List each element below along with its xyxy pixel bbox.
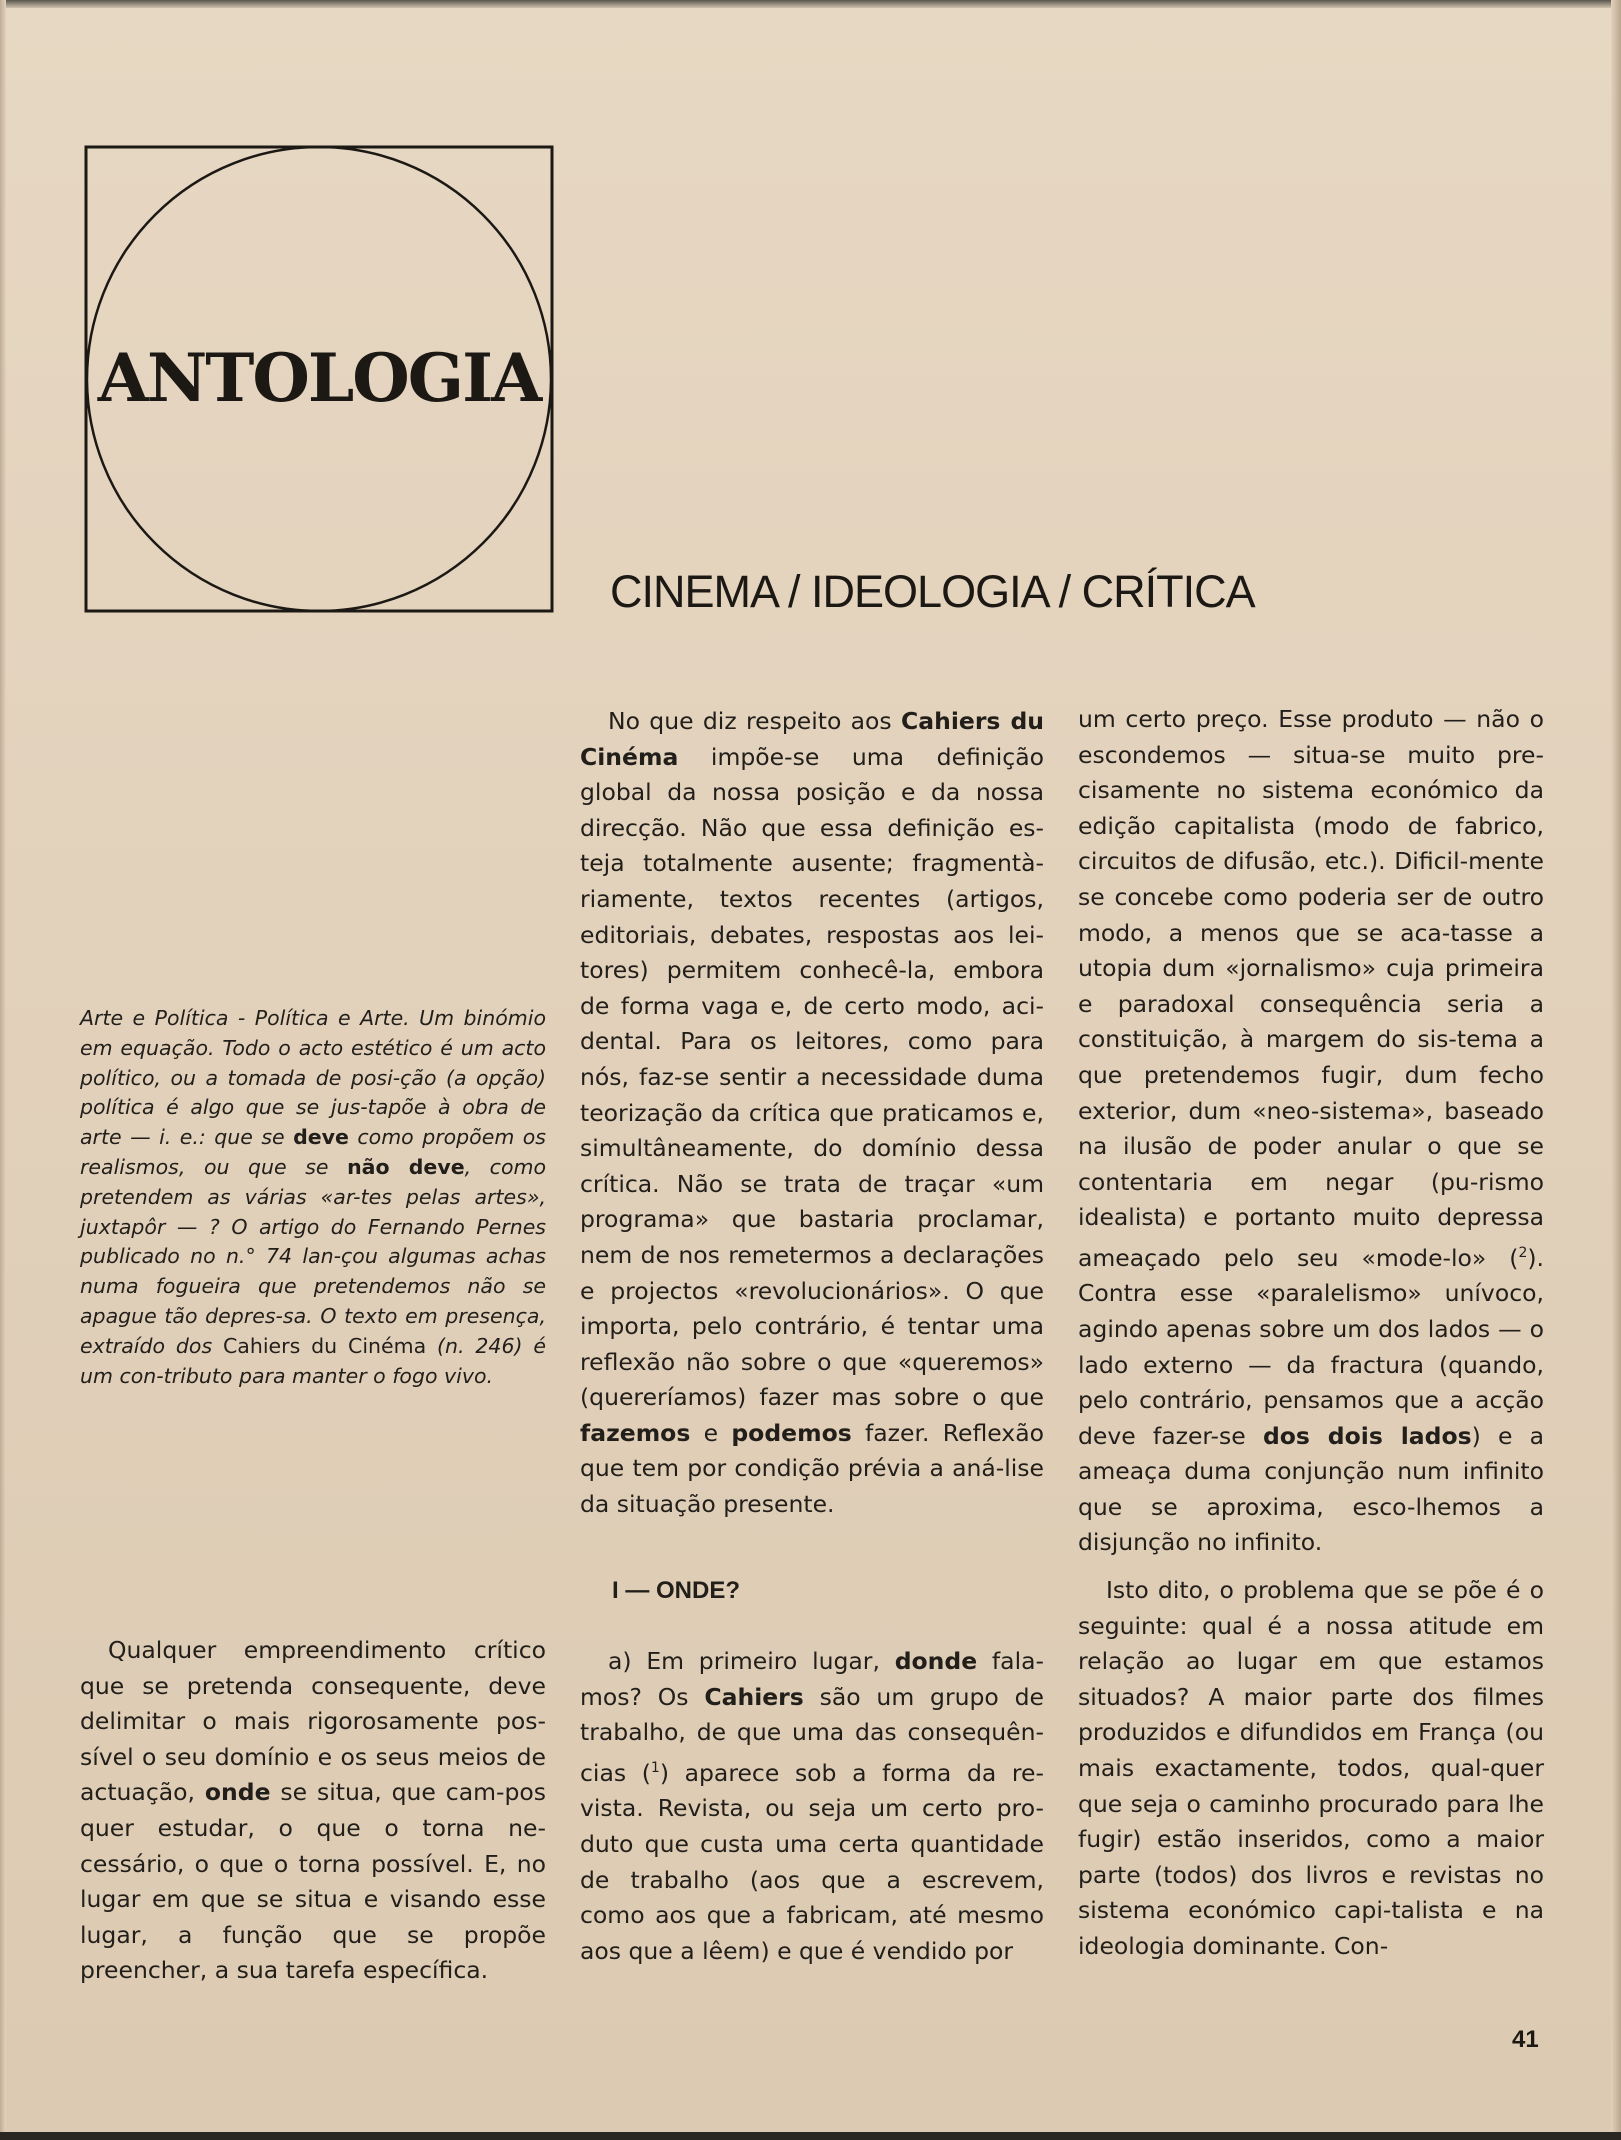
footnote-ref: 2	[1518, 1244, 1528, 1261]
logo-word: ANTOLOGIA	[97, 339, 541, 417]
paragraph: um certo preço. Esse produto — não o escondemos — situa-se muito pre-cisamente no sistema económico da edição capitalista (modo de fabrico, circuitos de difusão, etc.). Dificil-mente se concebe como poderia ser de outro modo, a menos que se aca-tasse a utopia dum «jornalismo» cuja primeira e paradoxal consequência seria a constituição, à margem do sis-tema a que pretendemos fugir, dum fecho exterior, dum «neo-sistema», baseado na ilusão de poder anular o que se contentaria em negar (pu-rismo idealista) e portanto muito depressa ameaçado pelo seu «mode-lo» ($^2$). Contra esse «paralelismo» unívoco, agindo apenas sobre um dos lados — o lado externo — da fractura (quando, pelo contrário, pensamos que a acção deve fazer-se dos dois lados) e a ameaça duma conjunção num infinito que se aproxima, esco-lhemos a disjunção no infinito.	[1078, 705, 1544, 1557]
page-top-edge	[0, 0, 1621, 8]
page-bottom-edge	[0, 2132, 1621, 2140]
page-number: 41	[1512, 2026, 1539, 2053]
antologia-logo	[84, 145, 554, 613]
text-column-1	[80, 1633, 546, 1989]
section-heading: I — ONDE?	[612, 1576, 741, 1604]
footnote-ref: 1	[650, 1760, 660, 1777]
paragraph: a) Em primeiro lugar, donde fala-mos? Os Cahiers são um grupo de trabalho, de que uma das consequên-cias ($^1$) aparece sob a forma da re-vista. Revista, ou seja um certo pro-duto que custa uma certa quantidade de trabalho (aos que a escrevem, como aos que a fabricam, até mesmo aos que a lêem) e que é vendido por	[580, 1647, 1044, 1965]
article-title: CINEMA / IDEOLOGIA / CRÍTICA	[610, 566, 1255, 617]
text-column-3	[1078, 702, 1544, 1965]
paragraph: No que diz respeito aos Cahiers du Cinéma impõe-se uma definição global da nossa posição e da nossa direcção. Não que essa definição es-teja totalmente ausente; fragmentà-riamente, textos recentes (artigos, editoriais, debates, respostas aos lei-tores) permitem conhecê-la, embora de forma vaga e, de certo modo, aci-dental. Para os leitores, como para nós, faz-se sentir a necessidade duma teorização da crítica que praticamos e, simultâneamente, do domínio dessa crítica. Não se trata de traçar «um programa» que bastaria proclamar, nem de nos remetermos a declarações e projectos «revolucionários». O que importa, pelo contrário, é tentar uma reflexão não sobre o que «queremos» (quereríamos) fazer mas sobre o que fazemos e podemos fazer. Reflexão que tem por condição prévia a aná-lise da situação presente.	[580, 707, 1044, 1519]
page-right-edge	[1611, 0, 1621, 2140]
text-column-2	[580, 704, 1044, 1969]
paragraph: Qualquer empreendimento crítico que se pretenda consequente, deve delimitar o mais rigorosamente pos-sível o seu domínio e os seus meios de actuação, onde se situa, que cam-pos quer estudar, o que o torna ne-cessário, o que o torna possível. E, no lugar em que se situa e visando esse lugar, a função que se propõe preencher, a sua tarefa específica.	[80, 1636, 547, 1985]
paragraph: Isto dito, o problema que se põe é o seguinte: qual é a nossa atitude em relação ao lugar em que estamos situados? A maior parte dos filmes produzidos e difundidos em França (ou mais exactamente, todos, qual-quer que seja o caminho procurado para lhe fugir) estão inseridos, como a maior parte (todos) dos livros e revistas no sistema económico capi-talista e na ideologia dominante. Con-	[1078, 1576, 1544, 1961]
intro-paragraph: Arte e Política - Política e Arte. Um binómio em equação. Todo o acto estético é um acto político, ou a tomada de posi-ção (a opção) política é algo que se jus-tapõe à obra de arte — i. e.: que se deve como propõem os realismos, ou que se não deve, como pretendem as várias «ar-tes pelas artes», juxtapôr — ? O artigo do Fernando Pernes publicado no n.° 74 lan-çou algumas achas numa fogueira que pretendemos não se apague tão depres-sa. O texto em presença, extraído dos Cahiers du Cinéma (n. 246) é um con-tributo para manter o fogo vivo.	[80, 1006, 547, 1388]
page-left-edge	[0, 0, 6, 2140]
